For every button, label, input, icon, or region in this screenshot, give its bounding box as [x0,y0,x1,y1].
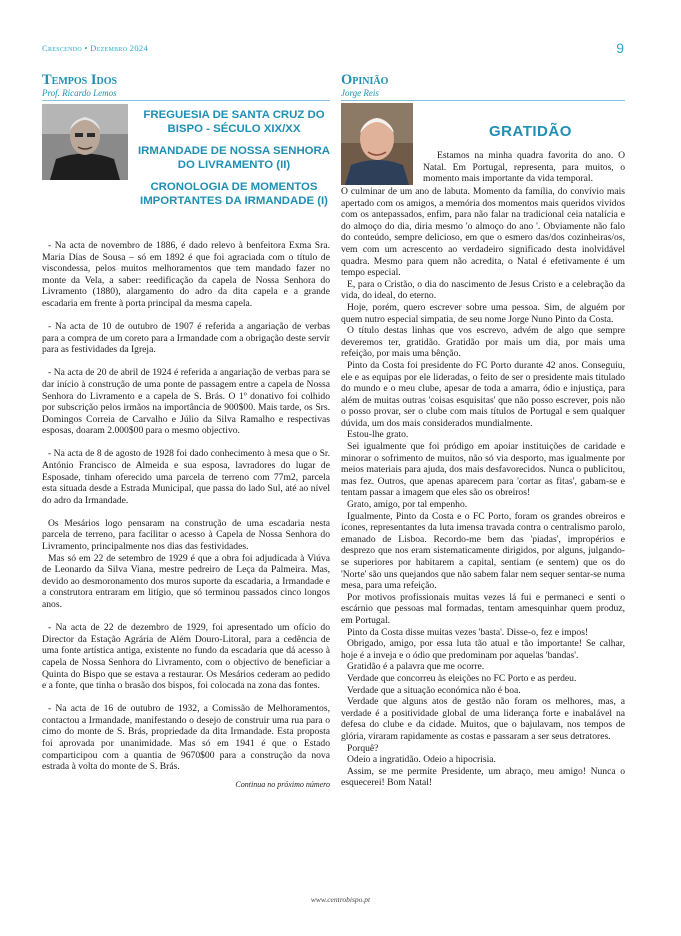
paragraph: - Na acta de 16 de outubro de 1932, a Comissão de Melhoramentos, contactou a Irmandade, manifestando o desejo de construir uma rua para o cimo do monte de S. Brás, propriedade da dita Irmandade. Esta proposta foi aprovada por unanimidade. Mas só em 1941 é que o Estado comparticipou com a quantia de 9670$00 para a construção da nova estrada à volta do monte de S. Brás. [42,703,330,773]
author-photo-left [42,104,128,180]
paragraph: O culminar de um ano de labuta. Momento da família, do convívio mais apertado com os amigos, a memória dos momentos mais queridos vividos com os antepassados, enfim, para não falar na tradicional ceia natalícia e do almoço do dia, diria mesmo 'o almoço do ano '. Obviamente não falo do conteúdo, sempre delicioso, em que o esmero das/dos cozinheiras/os, vem com um acrescento ao verdadeiro significado desta inolvidável quadra. Mesmo para quem não acredita, o Natal é efetivamente é um tempo especial. [341,186,625,279]
header-left: Crescendo • Dezembro 2024 [42,43,148,53]
heading-irmandade: IRMANDADE DE NOSSA SENHORA DO LIVRAMENTO (II) [138,145,330,171]
paragraph: Sei igualmente que foi pródigo em apoiar instituições de caridade e minorar o sofrimento de muitos, não só via desporto, mas igualmente por meios materiais para ajuda, dos mais desfavorecidos. Nunca o publicitou, mas fez. Outros, que apenas aparecem para 'cortar as fitas', gabam-se e tentam passar a imagem que eles são os obreiros! [341,441,625,499]
paragraph: Os Mesários logo pensaram na construção de uma escadaria nesta parcela de terreno, para facilitar o acesso à Capela de Nossa Senhora do Livramento, principalmente nos dias das festividades. [42,517,330,553]
paragraph: - Na acta de 10 de outubro de 1907 é referida a angariação de verbas para a compra de um coreto para a Irmandade com a obrigação deste servir para as festividades da Igreja. [42,321,330,356]
paragraph: Grato, amigo, por tal empenho. [347,499,468,511]
right-column [341,72,625,789]
paragraph: Obrigado, amigo, por essa luta tão atual e tão importante! Se calhar, hoje é a inveja e o ódio que predominam por aquelas 'bandas'. [341,638,625,661]
paragraph: Igualmente, Pinto da Costa e o FC Porto, foram os grandes obreiros e ícones, representantes da luta imensa travada contra o centralismo parolo, emanado de Lisboa. Recordo-me bem das 'piadas', impropérios e desprezo que nos eram sistematicamente dirigidos, por alguns, julgando-se superiores por habitarem a capital, sentiam (e sentem) que os do 'Norte' são uns quejandos que não sabem falar nem sequer sentar-se numa mesa, para uma refeição. [341,510,625,592]
continued-note: Continua no próximo número [235,779,330,789]
paragraph: O título destas linhas que vos escrevo, advém de algo que sempre deveremos ter, gratidão. Gratidão por mais um dia, por mais uma refeição, por mais uma bênção. [341,325,625,360]
left-column [42,72,330,789]
paragraph: Verdade que concorreu às eleições no FC Porto e as perdeu. [347,672,577,684]
paragraph: - Na acta de 8 de agosto de 1928 foi dado conhecimento à mesa que o Sr. António Francisco de Almeida e sua esposa, lavradores do lugar de Esposade, tinham oferecido uma parcela de terreno com 77m2, parcela esta situada desde a Estrada Municipal, que passa do lado Sul, até ao nível do adro da Irmandade. [42,448,330,506]
paragraph: Pinto da Costa foi presidente do FC Porto durante 42 anos. Conseguiu, ele e as equipas por ele lideradas, o feito de ser o presidente mais titulado do mundo e o meu clube, apesar de toda a amarra, ódio e injustiça, para além de muitas outras 'coisas esquisitas' que não posso escrever, pois não o posso provar, ser o clube com mais títulos de Portugal e sem qualquer dúvida, um dos mais considerados mundialmente. [341,359,625,429]
paragraph: - Na acta de 22 de dezembro de 1929, foi apresentado um ofício do Director da Estação Agrária de Além Douro-Litoral, para a cedência de uma fonte artística antiga, existente no fundo da escadaria que dá acesso à capela de Nossa Senhora do Livramento, com o objectivo de beneficiar a Quinta do Bispo que se estava a restaurar. Os Mesários cederam ao pedido e a fonte, que tinha o brasão dos bispos, foi colocada na zona das fontes. [42,622,330,692]
paragraph: Gratidão é a palavra que me ocorre. [347,661,485,673]
author-right: Jorge Reis [341,88,625,101]
heading-freguesia: FREGUESIA DE SANTA CRUZ DO BISPO - SÉCULO XIX/XX [143,109,325,135]
section-title-opiniao: Opinião [341,72,389,88]
paragraph: Verdade que a situação económica não é boa. [347,684,521,696]
paragraph: Mas só em 22 de setembro de 1929 é que a obra foi adjudicada à Viúva de Leonardo da Silva Viana, mestre pedreiro de Leça da Palmeira. Mas, devido ao desmoronamento dos muros suporte da escadaria, a Irmandade e a construtora entraram em litígio, que só terminou passados cinco longos anos. [42,552,330,611]
paragraph: Hoje, porém, quero escrever sobre uma pessoa. Sim, de alguém por quem nutro especial simpatia, de seu nome Jorge Nuno Pinto da Costa. [341,301,625,325]
paragraph: Odeio a ingratidão. Odeio a hipocrisia. [347,754,496,766]
left-article-body [42,240,330,790]
paragraph: Porquê? [347,742,379,754]
paragraph: E, para o Cristão, o dia do nascimento de Jesus Cristo e a celebração da vida, do ideal, do eterno. [341,278,625,302]
article-intro [423,150,625,185]
paragraph: Estou-lhe grato. [347,429,409,441]
section-title-tempos-idos: Tempos Idos [42,72,118,88]
author-left: Prof. Ricardo Lemos [42,88,330,101]
article-title: GRATIDÃO [489,123,572,140]
author-photo-right [341,103,413,190]
paragraph: Por motivos profissionais muitas vezes lá fui e permaneci e senti o escárnio que pessoas mal formadas, tentam amesquinhar quem produz, em Portugal. [341,591,625,626]
intro-paragraph: Estamos na minha quadra favorita do ano. O Natal. Em Portugal, representa, para muitos, o momento mais importante da vida temporal. [423,150,625,185]
heading-cronologia: CRONOLOGIA DE MOMENTOS IMPORTANTES DA IRMANDADE (I) [140,181,328,207]
footer-url: www.centrobispo.pt [310,895,371,904]
paragraph: Assim, se me permite Presidente, um abraço, meu amigo! Nunca o esquecerei! Bom Natal! [341,765,625,789]
paragraph: Pinto da Costa disse muitas vezes 'basta'. Disse-o, fez e impos! [347,626,589,638]
paragraph: - Na acta de 20 de abril de 1924 é referida a angariação de verbas para se dar início à construção de uma ponte de passagem entre a capela de Nossa Senhora do Livramento e a capela de S. Brás. O 1º donativo foi colhido por subscrição pelos irmãos na importância de 900$00. Mais tarde, os Srs. Domingos Correia de Carvalho e Júlio da Silva Ramalho e respectivas esposas, doaram 2.000$00 para o mesmo objectivo. [42,367,330,437]
right-article-body [341,186,625,789]
page-number: 9 [616,40,624,56]
paragraph: - Na acta de novembro de 1886, é dado relevo à benfeitora Exma Sra. Maria Dias de Sousa – só em 1892 é que foi agraciada com o título de viscondessa, pelos muitos melhoramentos que tem mandado fazer no monte da Vela, a saber: reedificação da capela de Nossa Senhora do Livramento (1880), alargamento do adro da dita capela e a grande escadaria em frente à porta principal da mesma capela. [42,240,330,309]
paragraph: Verdade que alguns atos de gestão não foram os melhores, mas, a verdade é a positividade global de uma liderança forte e inabalável na defesa do clube e da cidade. Muitos, que o bajulavam, nos tempos de glória, viraram rapidamente as costas e passaram a ser seus detratores. [341,696,625,742]
